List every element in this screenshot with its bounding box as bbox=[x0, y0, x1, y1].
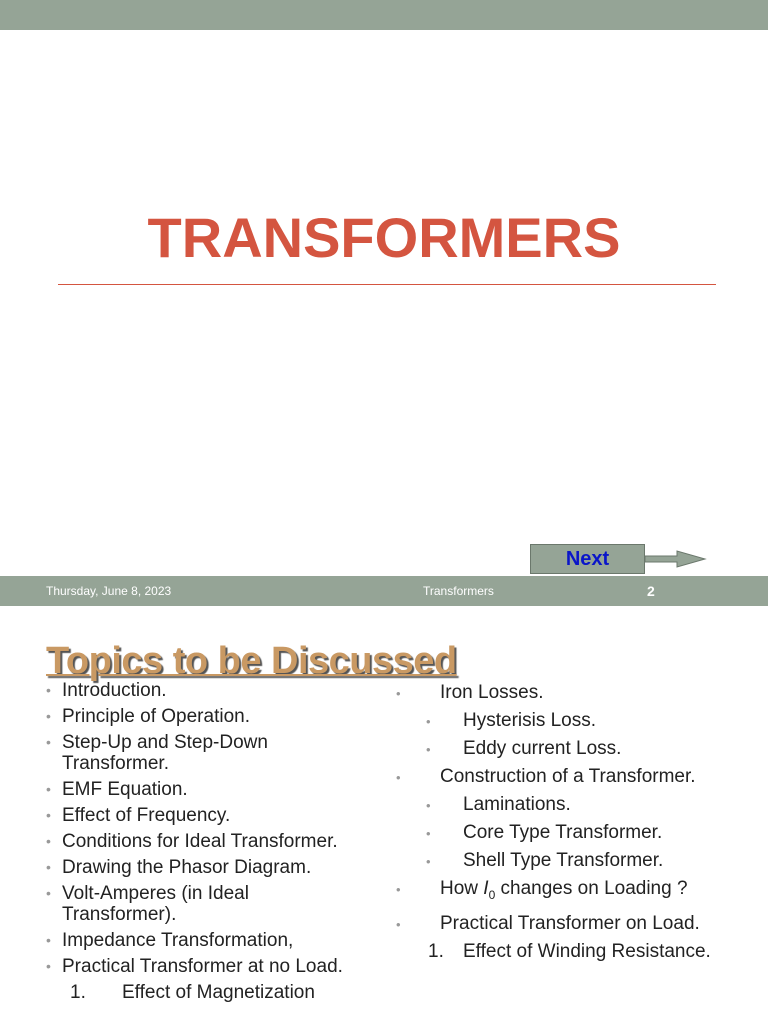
bullet-icon: • bbox=[46, 807, 51, 823]
bullet-icon: • bbox=[46, 932, 51, 948]
bullet-icon: • bbox=[426, 854, 431, 869]
list-item: • Impedance Transformation, bbox=[46, 930, 294, 951]
bullet-icon: • bbox=[46, 734, 51, 750]
bullet-icon: • bbox=[396, 770, 401, 785]
bullet-icon: • bbox=[46, 885, 51, 901]
next-navigation[interactable] bbox=[530, 542, 710, 576]
list-item: • Conditions for Ideal Transformer. bbox=[46, 831, 338, 852]
slide-title: TRANSFORMERS bbox=[147, 206, 621, 269]
bullet-icon: • bbox=[426, 742, 431, 757]
list-item: • Drawing the Phasor Diagram. bbox=[46, 857, 312, 878]
list-item: • Practical Transformer at no Load. bbox=[46, 956, 343, 977]
list-item: • Core Type Transformer. bbox=[426, 822, 663, 843]
list-number: 1. bbox=[70, 982, 86, 1003]
bullet-icon: • bbox=[46, 708, 51, 724]
list-item: • Step-Up and Step-Down Transformer. bbox=[46, 732, 268, 774]
bullet-icon: • bbox=[396, 916, 401, 932]
list-item: • How $I_0$ changes on Loading ? bbox=[396, 878, 688, 902]
page-number: 2 bbox=[647, 583, 655, 599]
bullet-icon: • bbox=[46, 958, 51, 974]
list-item: • Iron Losses. bbox=[396, 682, 544, 703]
list-item: • Volt-Amperes (in Ideal Transformer). bbox=[46, 883, 249, 925]
top-bar bbox=[0, 0, 768, 30]
list-number: 1. bbox=[428, 940, 444, 962]
list-item: • Introduction. bbox=[46, 680, 167, 701]
bullet-icon: • bbox=[426, 826, 431, 841]
slide2-heading: Topics to be Discussed bbox=[46, 640, 457, 682]
list-item: • Effect of Frequency. bbox=[46, 805, 231, 826]
bullet-icon: • bbox=[396, 686, 401, 701]
topics-right-column bbox=[396, 682, 756, 969]
list-item: • Principle of Operation. bbox=[46, 706, 250, 727]
bullet-icon: • bbox=[396, 882, 401, 897]
next-button[interactable]: Next bbox=[530, 544, 645, 574]
topics-left-column bbox=[46, 680, 346, 1003]
bullet-icon: • bbox=[46, 859, 51, 875]
bullet-icon: • bbox=[46, 781, 51, 797]
list-item: 1. Effect of Magnetization bbox=[70, 982, 315, 1003]
bullet-icon: • bbox=[426, 714, 431, 729]
list-item: • EMF Equation. bbox=[46, 779, 188, 800]
list-item: 1. Effect of Winding Resistance. bbox=[428, 940, 711, 962]
list-item: • Practical Transformer on Load. bbox=[396, 912, 700, 934]
right-arrow-icon[interactable] bbox=[645, 550, 707, 568]
bullet-icon: • bbox=[426, 798, 431, 813]
footer-title: Transformers bbox=[423, 584, 494, 598]
bullet-icon: • bbox=[46, 682, 51, 698]
footer-bar bbox=[0, 576, 768, 606]
list-item: • Construction of a Transformer. bbox=[396, 766, 696, 787]
title-divider bbox=[58, 284, 716, 285]
list-item: • Laminations. bbox=[426, 794, 571, 815]
list-item: • Shell Type Transformer. bbox=[426, 850, 664, 871]
footer-date: Thursday, June 8, 2023 bbox=[46, 584, 172, 598]
list-item: • Eddy current Loss. bbox=[426, 738, 622, 759]
bullet-icon: • bbox=[46, 833, 51, 849]
list-item: • Hysterisis Loss. bbox=[426, 710, 597, 731]
